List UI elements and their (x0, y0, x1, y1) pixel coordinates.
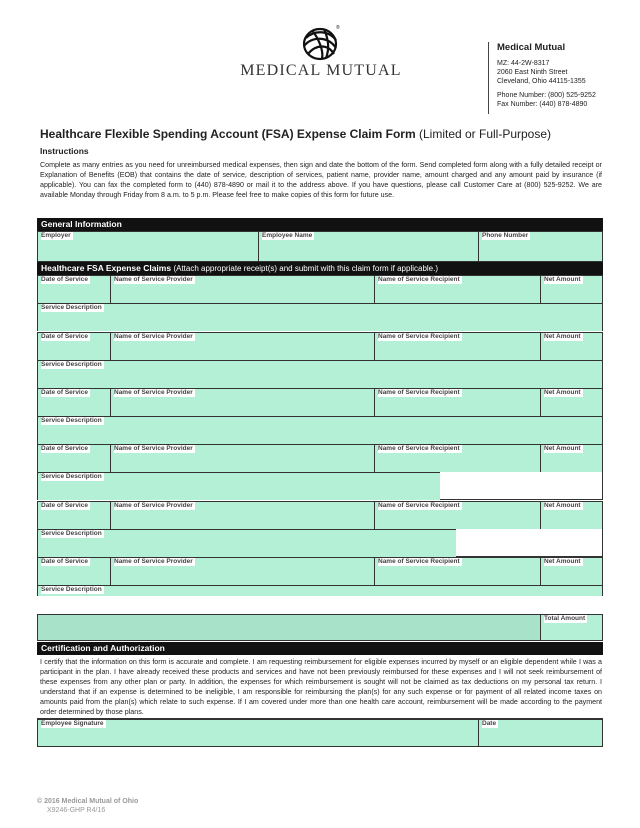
service-recipient-field-label: Name of Service Recipient (378, 389, 460, 396)
date-of-service-field[interactable] (38, 444, 110, 472)
service-recipient-field[interactable] (374, 444, 540, 472)
service-provider-field-label: Name of Service Provider (114, 445, 193, 452)
net-amount-field-label: Net Amount (544, 389, 581, 396)
service-recipient-field[interactable] (374, 332, 540, 360)
fax-number: Fax Number: (440) 878-4890 (497, 101, 588, 108)
employee-signature-label: Employee Signature (41, 720, 104, 727)
net-amount-field[interactable] (540, 557, 602, 585)
date-of-service-field-label: Date of Service (41, 276, 88, 283)
service-description-field[interactable] (38, 303, 602, 331)
net-amount-field-label: Net Amount (544, 445, 581, 452)
general-info-header (37, 218, 603, 231)
service-provider-field-label: Name of Service Provider (114, 389, 193, 396)
form-code: X9246-GHP R4/16 (47, 807, 106, 814)
date-of-service-field[interactable] (38, 275, 110, 303)
date-of-service-field[interactable] (38, 557, 110, 585)
service-recipient-field-label: Name of Service Recipient (378, 558, 460, 565)
date-of-service-field-label: Date of Service (41, 502, 88, 509)
street-address: 2060 East Ninth Street (497, 69, 568, 76)
total-amount-label: Total Amount (544, 615, 586, 622)
form-title-main: Healthcare Flexible Spending Account (FSA) Expense Claim Form (40, 127, 416, 141)
form-title-qualifier: (Limited or Full-Purpose) (418, 127, 552, 141)
employer-field[interactable] (38, 231, 258, 261)
net-amount-field[interactable] (540, 332, 602, 360)
mail-zone: MZ: 44-2W-8317 (497, 60, 550, 67)
service-provider-field-label: Name of Service Provider (114, 276, 193, 283)
company-name: Medical Mutual (497, 42, 566, 53)
service-description-field[interactable] (38, 585, 602, 596)
net-amount-field-label: Net Amount (544, 558, 581, 565)
service-recipient-field[interactable] (374, 501, 540, 529)
net-amount-field[interactable] (540, 275, 602, 303)
address-block (488, 42, 618, 114)
service-description-field[interactable] (38, 529, 456, 557)
employee-signature-field[interactable] (38, 719, 478, 746)
service-description-field-label: Service Description (41, 304, 102, 311)
service-description-field[interactable] (38, 472, 440, 500)
total-spacer (38, 614, 540, 640)
copyright: © 2016 Medical Mutual of Ohio (37, 798, 139, 805)
phone-number-label: Phone Number (482, 232, 529, 239)
phone-number-field[interactable] (478, 231, 602, 261)
service-provider-field[interactable] (110, 444, 374, 472)
signature-date-label: Date (482, 720, 497, 727)
net-amount-field-label: Net Amount (544, 276, 581, 283)
service-provider-field[interactable] (110, 275, 374, 303)
certification-heading: Certification and Authorization (41, 643, 165, 653)
net-amount-field-label: Net Amount (544, 333, 581, 340)
employer-label: Employer (41, 232, 71, 239)
date-of-service-field[interactable] (38, 501, 110, 529)
service-provider-field-label: Name of Service Provider (114, 333, 193, 340)
date-of-service-field-label: Date of Service (41, 445, 88, 452)
date-of-service-field-label: Date of Service (41, 333, 88, 340)
date-of-service-field-label: Date of Service (41, 558, 88, 565)
service-provider-field[interactable] (110, 388, 374, 416)
service-provider-field[interactable] (110, 332, 374, 360)
service-description-field-label: Service Description (41, 586, 102, 593)
claims-subheading: (Attach appropriate receipt(s) and submit with this claim form if applicable.) (173, 264, 439, 273)
logo-mark-icon (298, 22, 344, 62)
net-amount-field[interactable] (540, 388, 602, 416)
phone-number: Phone Number: (800) 525-9252 (497, 92, 596, 99)
footer (37, 797, 138, 815)
certification-header (37, 642, 603, 655)
service-recipient-field-label: Name of Service Recipient (378, 502, 460, 509)
net-amount-field[interactable] (540, 501, 602, 529)
net-amount-field-label: Net Amount (544, 502, 581, 509)
service-recipient-field-label: Name of Service Recipient (378, 333, 460, 340)
form-title (40, 127, 551, 141)
service-description-field-label: Service Description (41, 530, 102, 537)
city-state-zip: Cleveland, Ohio 44115-1355 (497, 78, 586, 85)
claims-heading: Healthcare FSA Expense Claims (41, 263, 172, 273)
employee-name-label: Employee Name (262, 232, 313, 239)
date-of-service-field[interactable] (38, 388, 110, 416)
service-recipient-field-label: Name of Service Recipient (378, 445, 460, 452)
claims-header (37, 262, 603, 275)
service-provider-field[interactable] (110, 501, 374, 529)
date-of-service-field[interactable] (38, 332, 110, 360)
net-amount-field[interactable] (540, 444, 602, 472)
date-of-service-field-label: Date of Service (41, 389, 88, 396)
signature-date-field[interactable] (478, 719, 602, 746)
svg-text:®: ® (336, 25, 340, 31)
service-recipient-field[interactable] (374, 388, 540, 416)
service-description-field[interactable] (38, 360, 602, 388)
service-recipient-field[interactable] (374, 557, 540, 585)
instructions-text: Complete as many entries as you need for unreimbursed medical expenses, then sign and date the bottom of the form. Send completed form along with a fully detailed receipt or Explanation of Benefits (EOB) that contains the date of service, description of services, patient name, provider name, amount charged and any amount paid by insurance (if applicable). You can fax the completed form to (440) 878-4890 or mail it to the address above. If you have questions, please call Customer Care at (800) 525-9252. We are available Monday through Friday from 8 a.m. to 5 p.m. Please feel free to make copies of this form for future use. (40, 161, 602, 199)
service-description-field-label: Service Description (41, 473, 102, 480)
certification-text: I certify that the information on this form is accurate and complete. I am requesting reimbursement for eligible expenses incurred by myself or an eligible dependent while I was a participant in the plan. I have already received these products and services and have not been previously reimbursed for these expenses and I will not seek reimbursement of these expenses from any other plan or party. In addition, the expenses for which reimbursement is sought will not be claimed as tax deductions on my personal tax return. I understand that if an expense is determined to be ineligible, I am responsible for reimbursing the plan(s) for any such expense or for payment of all related income taxes on amounts paid from the plan(s) which relate to such expense. If I am covered under more than one health care account, reimbursement will be made according to the payment order determined by those plans. (40, 658, 602, 716)
service-provider-field-label: Name of Service Provider (114, 502, 193, 509)
employee-name-field[interactable] (258, 231, 478, 261)
service-provider-field-label: Name of Service Provider (114, 558, 193, 565)
service-description-field[interactable] (38, 416, 602, 444)
service-provider-field[interactable] (110, 557, 374, 585)
service-recipient-field[interactable] (374, 275, 540, 303)
instructions-heading: Instructions (40, 146, 89, 156)
service-description-field-label: Service Description (41, 361, 102, 368)
total-amount-field[interactable] (540, 614, 602, 640)
service-description-field-label: Service Description (41, 417, 102, 424)
logo-wordmark: MEDICAL MUTUAL (240, 62, 402, 79)
medical-mutual-logo (236, 22, 406, 84)
general-info-heading: General Information (41, 219, 122, 229)
service-recipient-field-label: Name of Service Recipient (378, 276, 460, 283)
